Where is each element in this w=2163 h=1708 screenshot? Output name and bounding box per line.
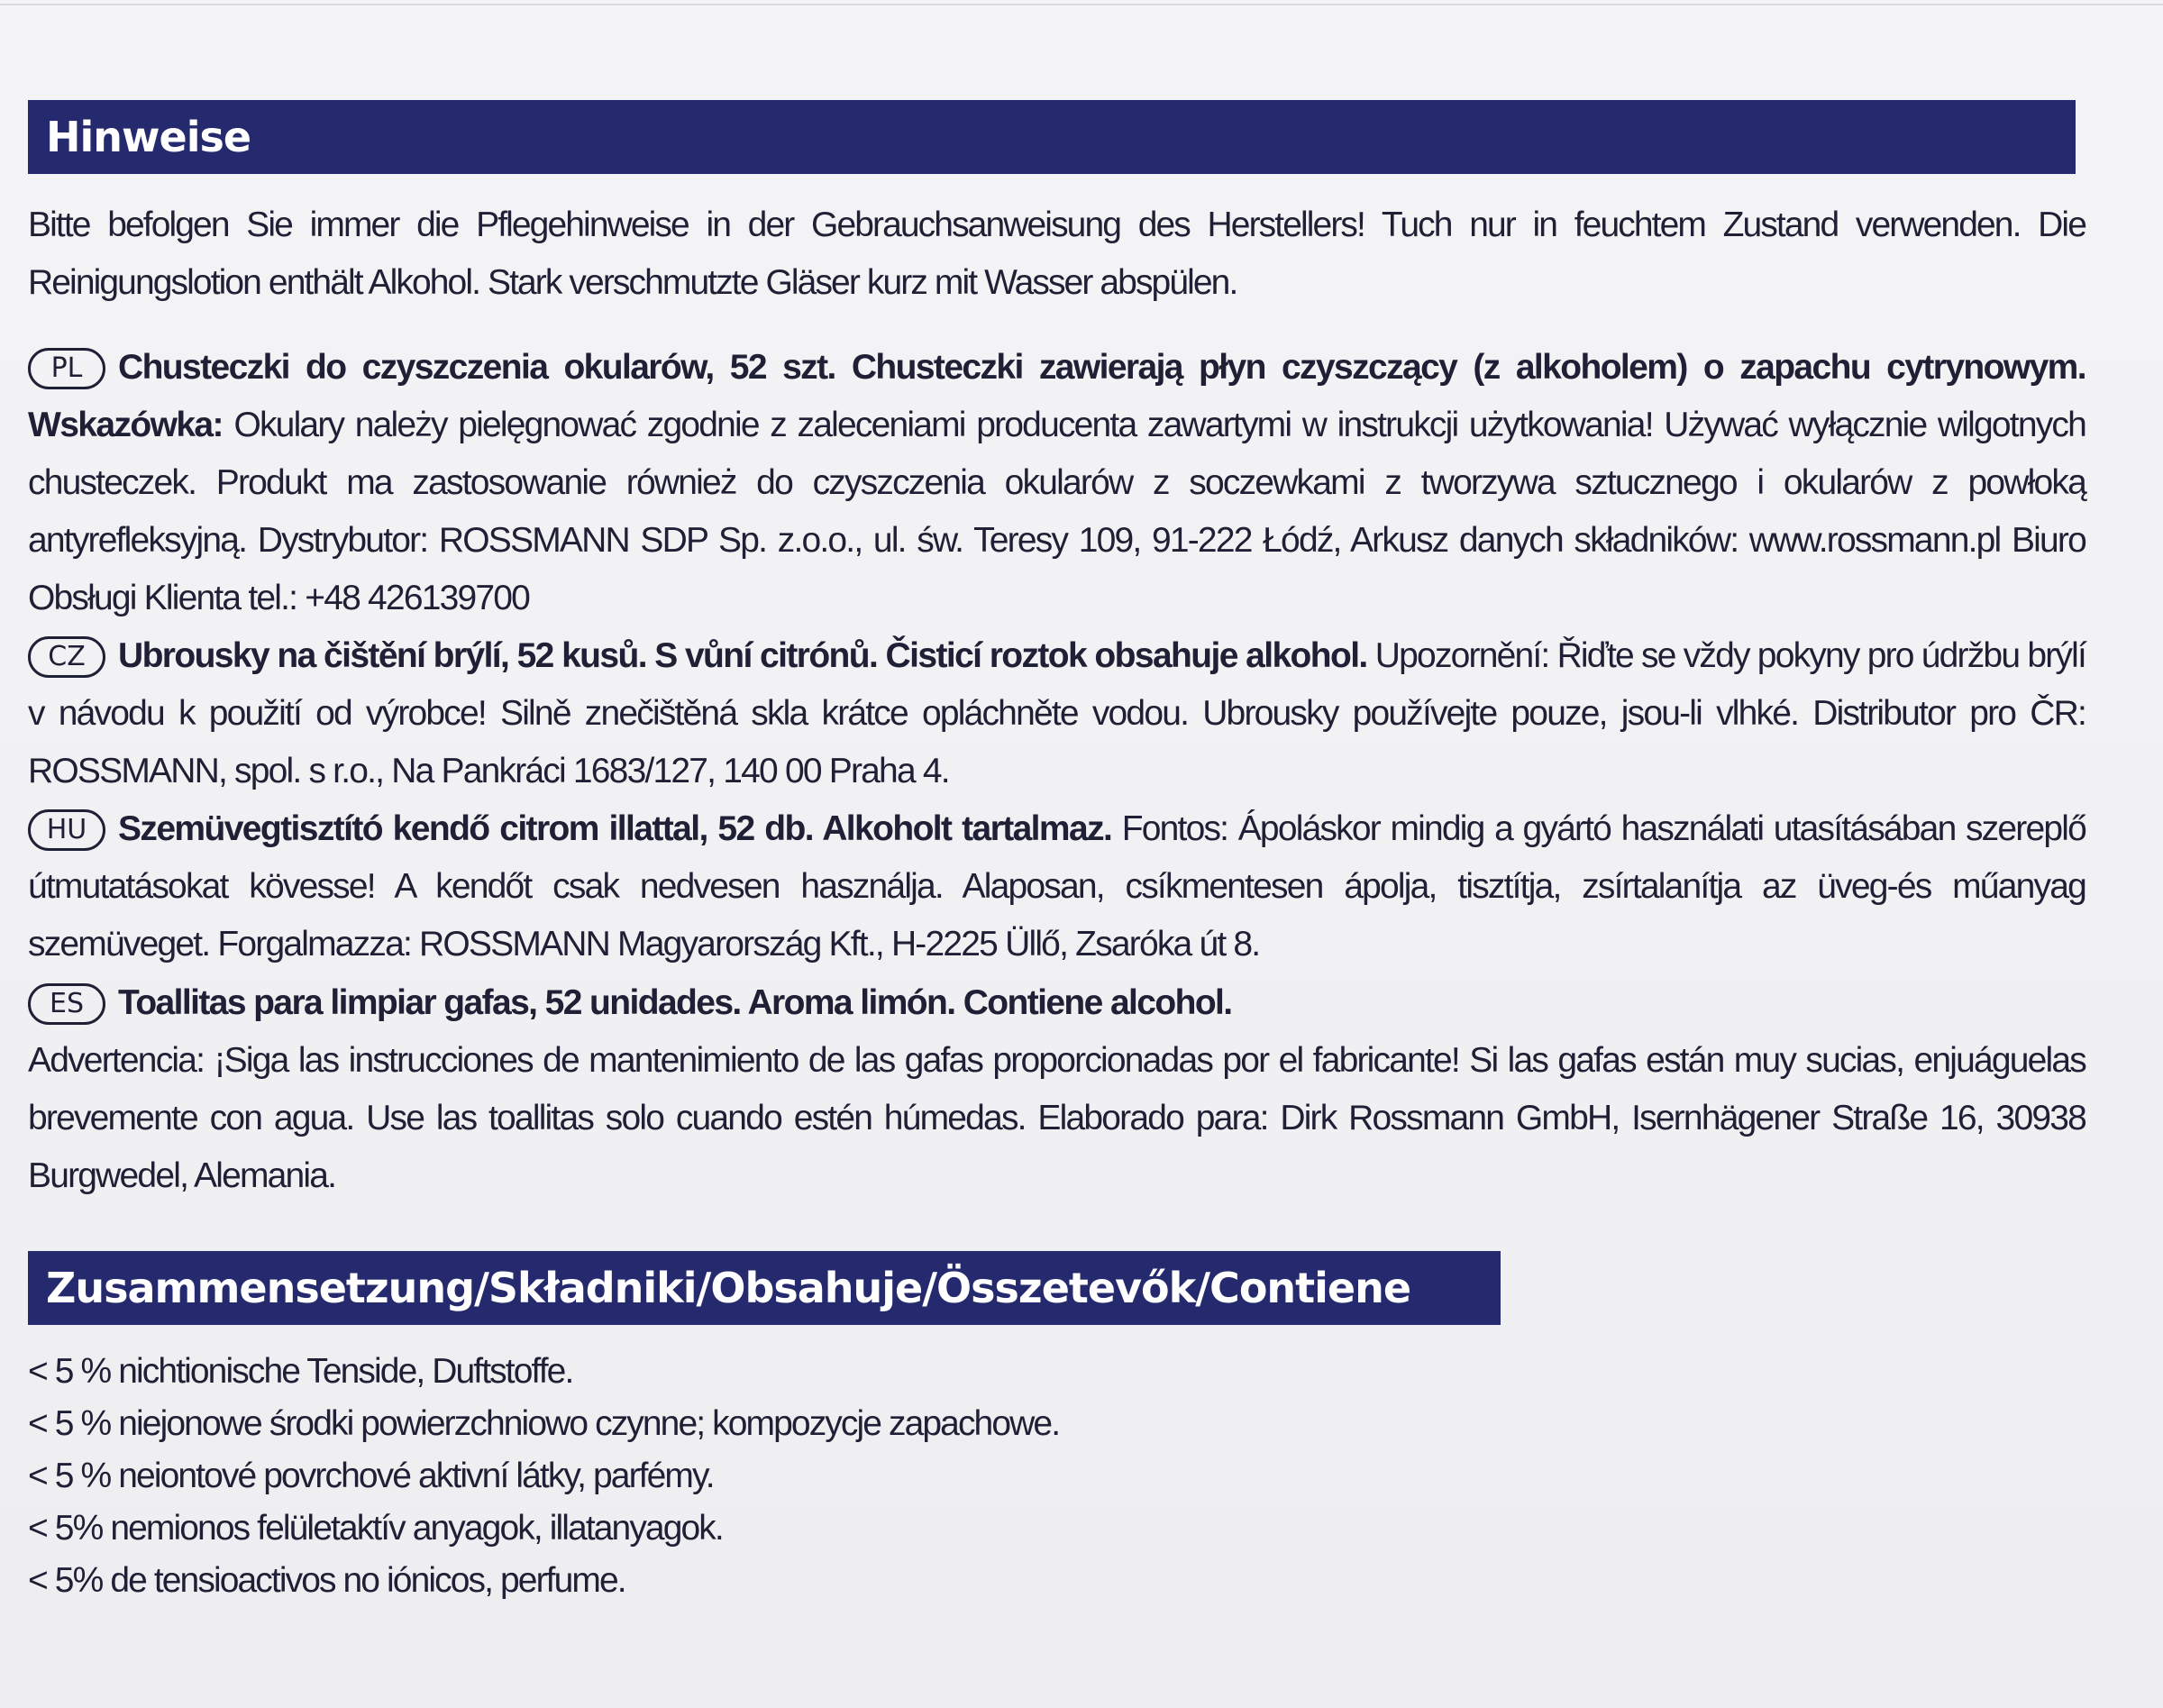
composition-title: Zusammensetzung/Składniki/Obsahuje/Összetevők/Contiene [46, 1264, 1411, 1312]
ingredient-line: < 5 % neiontové povrchové aktivní látky, parfémy. [28, 1457, 714, 1495]
ingredient-line: < 5% nemionos felületaktív anyagok, illatanyagok. [28, 1509, 723, 1548]
cz-body-text: Upozornění: Řiďte se vždy pokyny pro údržbu brýlí v návodu k použití od výrobce! Silně znečištěná skla krátce opláchněte vodou. Ubrousky používejte pouze, jsou-li vlhké. Distributor pro ČR: ROSSMANN, spol. s r.o., Na Pankráci 1683/127, 140 00 Praha 4. [28, 636, 2086, 790]
section-cz [28, 627, 2085, 800]
top-divider [0, 4, 2163, 5]
es-body-text: Advertencia: ¡Siga las instrucciones de mantenimiento de las gafas proporcionadas por el fabricante! Si las gafas están muy sucias, enjuáguelas brevemente con agua. Use las toallitas solo cuando estén húmedas. Elaborado para: Dirk Rossmann GmbH, Isernhägener Straße 16, 30938 Burgwedel, Alemania. [28, 1041, 2085, 1195]
ingredient-line: < 5 % niejonowe środki powierzchniowo czynne; kompozycje zapachowe. [28, 1404, 1060, 1443]
hinweise-text: Bitte befolgen Sie immer die Pflegehinweise in der Gebrauchsanweisung des Herstellers! Tuch nur in feuchtem Zustand verwenden. Die Reinigungslotion enthält Alkohol. Stark verschmutzte Gläser kurz mit Wasser abspülen. [28, 206, 2085, 302]
hinweise-heading [28, 100, 2076, 174]
hinweise-title: Hinweise [46, 113, 251, 161]
cz-language-badge: CZ [28, 636, 105, 678]
section-pl [28, 339, 2085, 627]
section-hu [28, 800, 2085, 973]
es-language-badge: ES [28, 983, 105, 1025]
hu-bold-text: Szemüvegtisztító kendő citrom illattal, 52 db. Alkoholt tartalmaz. [118, 809, 1112, 848]
ingredient-line: < 5 % nichtionische Tenside, Duftstoffe. [28, 1352, 573, 1391]
pl-body-text: Okulary należy pielęgnować zgodnie z zaleceniami producenta zawartymi w instrukcji użytkowania! Używać wyłącznie wilgotnych chusteczek. Produkt ma zastosowanie również do czyszczenia okularów z soczewkami z tworzywa sztucznego i okularów z powłoką antyrefleksyjną. Dystrybutor: ROSSMANN SDP Sp. z.o.o., ul. św. Teresy 109, 91-222 Łódź, Arkusz danych składników: www.rossmann.pl Biuro Obsługi Klienta tel.: +48 426139700 [28, 406, 2085, 617]
pl-bold-text: Chusteczki do czyszczenia okularów, 52 szt. Chusteczki zawierają płyn czyszczący (z alkoholem) o zapachu cytrynowym. Wskazówka: [28, 348, 2085, 444]
es-bold-text: Toallitas para limpiar gafas, 52 unidades. Aroma limón. Contiene alcohol. [118, 983, 1232, 1022]
ingredient-line: < 5% de tensioactivos no iónicos, perfume. [28, 1561, 625, 1600]
cz-bold-text: Ubrousky na čištění brýlí, 52 kusů. S vůní citrónů. Čisticí roztok obsahuje alkohol. [118, 636, 1367, 675]
ingredients-list [28, 1346, 1830, 1607]
hu-language-badge: HU [28, 809, 105, 851]
pl-language-badge: PL [28, 348, 105, 389]
composition-heading [28, 1251, 1501, 1325]
section-es [28, 974, 2085, 1205]
hu-body-text: Fontos: Ápoláskor mindig a gyártó használati utasításában szereplő útmutatásokat kövesse! A kendőt csak nedvesen használja. Alaposan, csíkmentesen ápolja, tisztítja, zsírtalanítja az üveg-és műanyag szemüveget. Forgalmazza: ROSSMANN Magyarország Kft., H-2225 Üllő, Zsaróka út 8. [28, 809, 2085, 964]
